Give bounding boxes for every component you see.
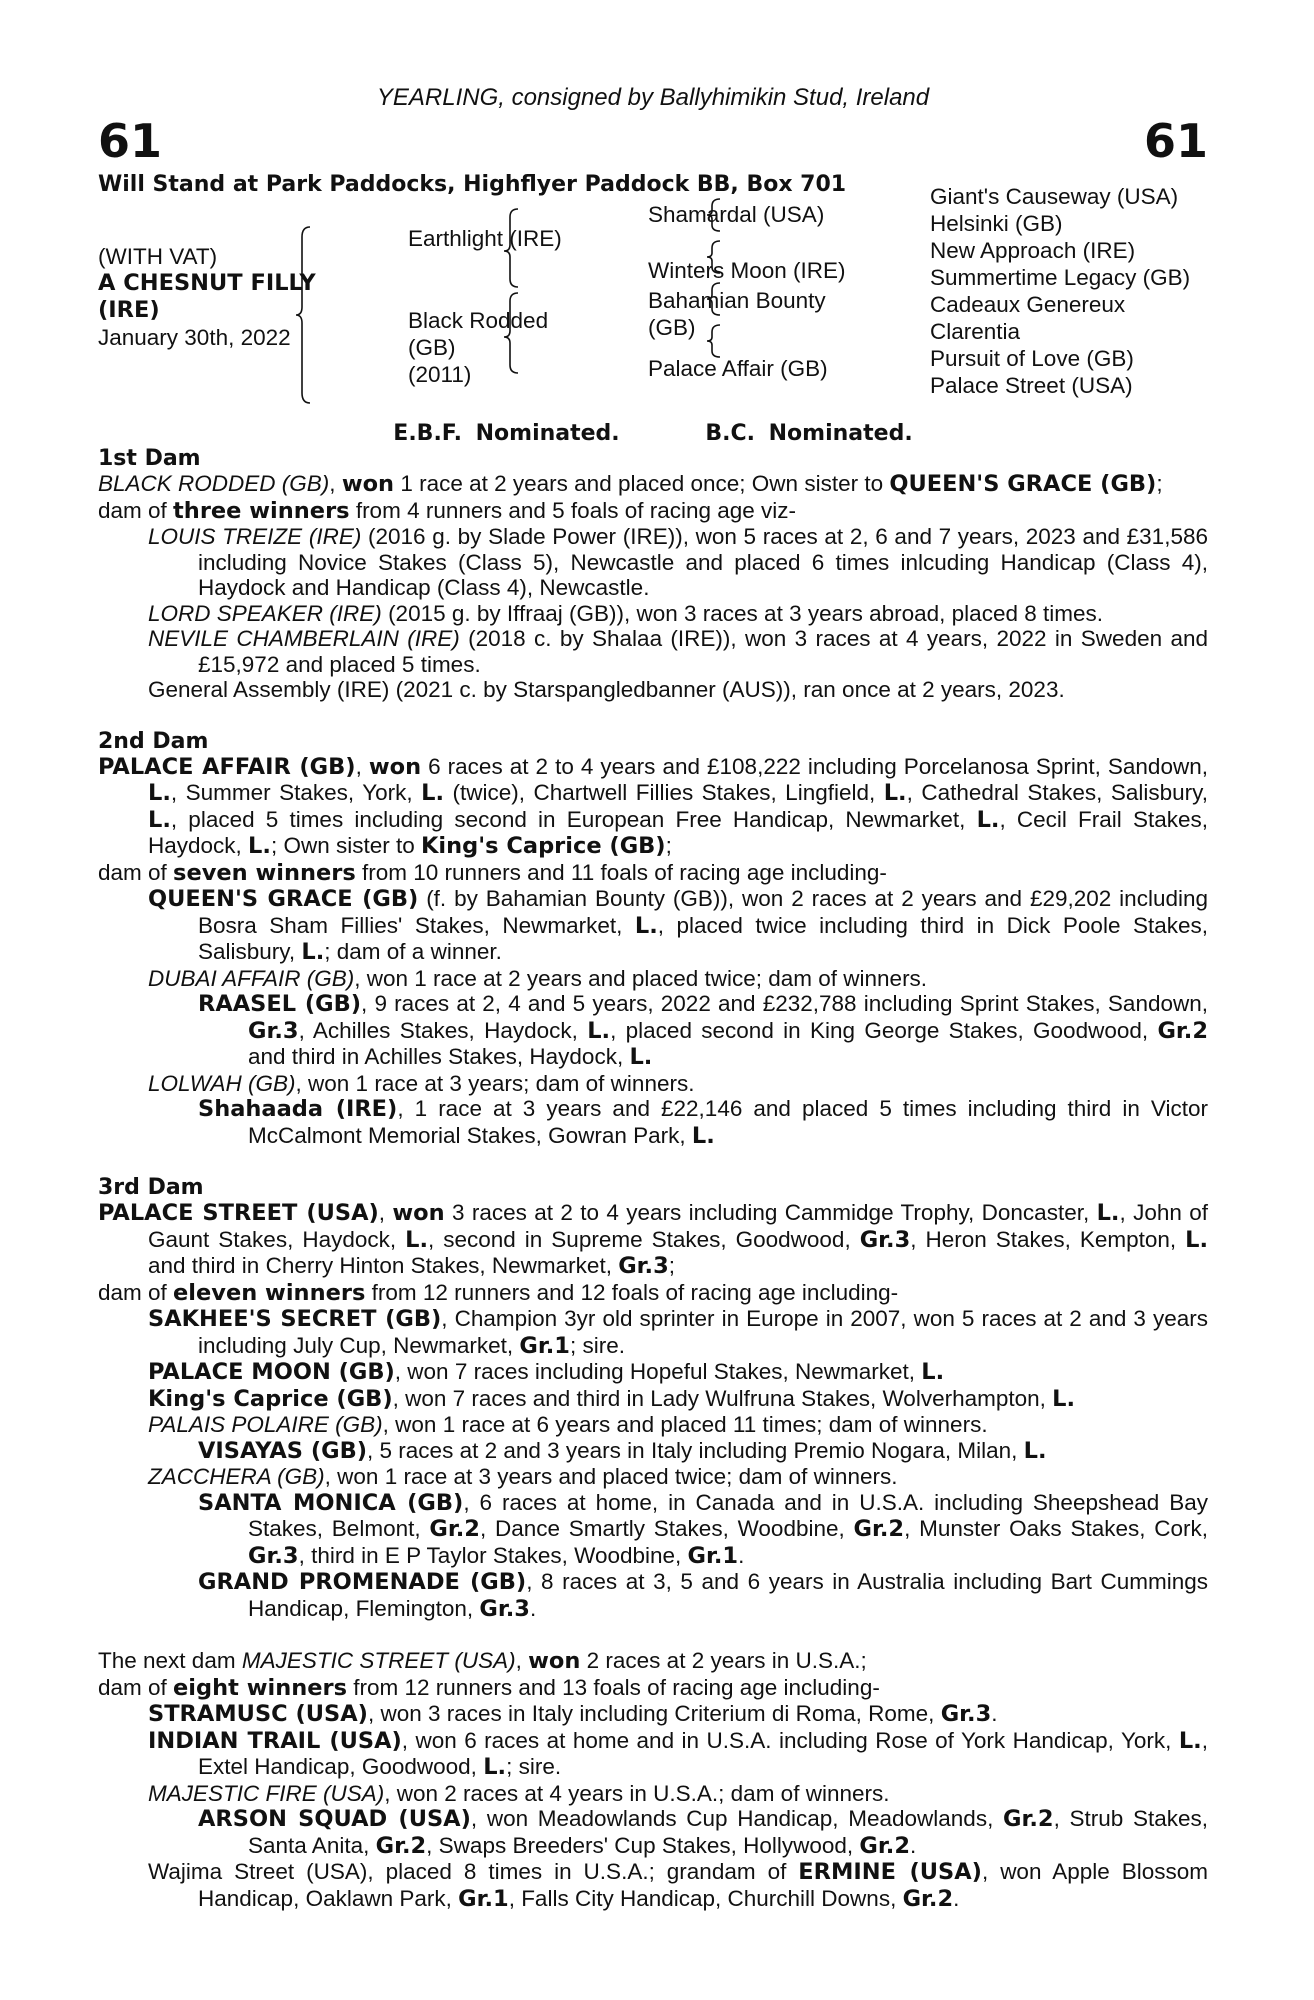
dam-sire-dam: Clarentia (930, 319, 1021, 344)
dam-sire-origin: (GB) (648, 315, 696, 340)
produce-entry: LOUIS TREIZE (IRE) (2016 g. by Slade Power (IRE)), won 5 races at 2, 6 and 7 years, 2023 and £31,586 including Novice Stakes (Class 5), Newcastle and placed 6 times inlcuding Handicap (Class 4), Haydock and Handicap (Class 4), Newcastle. (148, 524, 1208, 600)
produce-summary: dam of eight winners from 12 runners and 13 foals of racing age including- (98, 1674, 880, 1701)
produce-entry: King's Caprice (GB), won 7 races and third in Lady Wulfruna Stakes, Wolverhampton, L. (148, 1385, 1076, 1412)
sire-sire-sire: Giant's Causeway (USA) (930, 184, 1179, 209)
lot-number-left: 61 (98, 114, 163, 168)
dam-entry: PALACE STREET (USA), won 3 races at 2 to 4 years including Cammidge Trophy, Doncaster, L., John of Gaunt Stakes, Haydock, L., second in Supreme Stakes, Goodwood, Gr.3, Heron Stakes, Kempton, L. and third in Cherry Hinton Stakes, Newmarket, Gr.3; (98, 1200, 1209, 1279)
produce-entry: DUBAI AFFAIR (GB), won 1 race at 2 years and placed twice; dam of winners. (148, 965, 928, 991)
dam-entry: The next dam MAJESTIC STREET (USA), won 2 races at 2 years in U.S.A.; (98, 1648, 867, 1674)
dam-dam: Palace Affair (GB) (648, 356, 828, 381)
produce-entry: Wajima Street (USA), placed 8 times in U.S.A.; grandam of ERMINE (USA), won Apple Blossom Handicap, Oaklawn Park, Gr.1, Falls City Handicap, Churchill Downs, Gr.2. (148, 1859, 1208, 1912)
dam-sire-sire: Cadeaux Genereux (930, 292, 1126, 317)
produce-entry: MAJESTIC FIRE (USA), won 2 races at 4 years in U.S.A.; dam of winners. (148, 1780, 890, 1806)
catalogue-page (98, 78, 1208, 1912)
grandproduce-entry: ARSON SQUAD (USA), won Meadowlands Cup Handicap, Meadowlands, Gr.2, Strub Stakes, Santa Anita, Gr.2, Swaps Breeders' Cup Stakes, Hollywood, Gr.2. (198, 1806, 1209, 1859)
dam-dam-sire: Pursuit of Love (GB) (930, 346, 1134, 371)
dam: Black Rodded (408, 308, 549, 333)
produce-entry: QUEEN'S GRACE (GB) (f. by Bahamian Bounty (GB)), won 2 races at 2 years and £29,202 including Bosra Sham Fillies' Stakes, Newmarket, L., placed twice including third in Dick Poole Stakes, Salisbury, L.; dam of a winner. (148, 886, 1208, 965)
stand-location: Will Stand at Park Paddocks, Highflyer Paddock BB, Box 701 (98, 172, 847, 197)
produce-entry: PALAIS POLAIRE (GB), won 1 race at 6 years and placed 11 times; dam of winners. (148, 1412, 988, 1437)
sire-sire: Shamardal (USA) (648, 202, 825, 227)
section-heading: 1st Dam (98, 446, 201, 471)
next-dam-section (98, 1648, 1208, 1912)
sire-sire-dam: Helsinki (GB) (930, 211, 1063, 236)
dam-year: (2011) (408, 362, 472, 387)
produce-entry: General Assembly (IRE) (2021 c. by Starspangledbanner (AUS)), ran once at 2 years, 2023. (148, 677, 1065, 702)
grandproduce-entry: GRAND PROMENADE (GB), 8 races at 3, 5 and 6 years in Australia including Bart Cummings Handicap, Flemington, Gr.3. (198, 1569, 1209, 1622)
horse-name: A CHESNUT FILLY (98, 270, 316, 296)
sire-dam-dam: Summertime Legacy (GB) (930, 265, 1191, 290)
horse-name-origin: (IRE) (98, 297, 160, 323)
lot-number-right: 61 (1143, 114, 1208, 168)
produce-entry: LOLWAH (GB), won 1 race at 3 years; dam of winners. (148, 1070, 695, 1096)
produce-summary: dam of eleven winners from 12 runners and 12 foals of racing age including- (98, 1279, 899, 1306)
foaling-date: January 30th, 2022 (98, 325, 291, 350)
produce-entry: PALACE MOON (GB), won 7 races including Hopeful Stakes, Newmarket, L. (148, 1359, 945, 1385)
produce-entry: NEVILE CHAMBERLAIN (IRE) (2018 c. by Shalaa (IRE)), won 3 races at 4 years, 2022 in Sweden and £15,972 and placed 5 times. (148, 626, 1209, 677)
produce-entry: STRAMUSC (USA), won 3 races in Italy including Criterium di Roma, Rome, Gr.3. (148, 1701, 998, 1727)
grandproduce-entry: RAASEL (GB), 9 races at 2, 4 and 5 years, 2022 and £232,788 including Sprint Stakes, Sandown, Gr.3, Achilles Stakes, Haydock, L., placed second in King George Stakes, Goodwood, Gr.2 and third in Achilles Stakes, Haydock, L. (198, 991, 1208, 1070)
produce-entry: SAKHEE'S SECRET (GB), Champion 3yr old sprinter in Europe in 2007, won 5 races at 2 and 3 years including July Cup, Newmarket, Gr.1; sire. (148, 1306, 1209, 1359)
section-heading: 3rd Dam (98, 1175, 204, 1200)
dam-entry: PALACE AFFAIR (GB), won 6 races at 2 to 4 years and £108,222 including Porcelanosa Sprint, Sandown, L., Summer Stakes, York, L. (twice), Chartwell Fillies Stakes, Lingfield, L., Cathedral Stakes, Salisbury, L., placed 5 times including second in European Free Handicap, Newmarket, L., Cecil Frail Stakes, Haydock, L.; Own sister to King's Caprice (GB); (98, 753, 1208, 859)
produce-entry: ZACCHERA (GB), won 1 race at 3 years and placed twice; dam of winners. (148, 1464, 898, 1489)
dam-dam-dam: Palace Street (USA) (930, 373, 1133, 398)
consignment-line: YEARLING, consigned by Ballyhimikin Stud, Ireland (376, 84, 930, 111)
grandproduce-entry: VISAYAS (GB), 5 races at 2 and 3 years in Italy including Premio Nogara, Milan, L. (198, 1437, 1047, 1464)
bc-nomination: B.C. Nominated. (705, 421, 913, 446)
nominations (98, 421, 1208, 446)
produce-summary: dam of seven winners from 10 runners and 11 foals of racing age including- (98, 859, 887, 886)
ebf-nomination: E.B.F. Nominated. (393, 421, 620, 446)
vat-note: (WITH VAT) (98, 244, 218, 269)
produce-entry: LORD SPEAKER (IRE) (2015 g. by Iffraaj (GB)), won 3 races at 3 years abroad, placed 8 times. (148, 600, 1103, 626)
section-heading: 2nd Dam (98, 728, 209, 754)
second-dam-section (98, 729, 1208, 1150)
first-dam-section (98, 446, 1208, 703)
grandproduce-entry: Shahaada (IRE), 1 race at 3 years and £22,146 and placed 5 times including third in Victor McCalmont Memorial Stakes, Gowran Park, L. (198, 1096, 1208, 1149)
produce-entry: INDIAN TRAIL (USA), won 6 races at home and in U.S.A. including Rose of York Handicap, York, L., Extel Handicap, Goodwood, L.; sire. (148, 1727, 1208, 1780)
sire: Earthlight (IRE) (408, 226, 562, 251)
sire-dam: Winters Moon (IRE) (648, 258, 846, 283)
third-dam-section (98, 1175, 1208, 1622)
dam-origin: (GB) (408, 335, 456, 360)
sire-dam-sire: New Approach (IRE) (930, 238, 1136, 263)
dam-entry: BLACK RODDED (GB), won 1 race at 2 years and placed once; Own sister to QUEEN'S GRACE (GB); (98, 471, 1163, 497)
grandproduce-entry: SANTA MONICA (GB), 6 races at home, in Canada and in U.S.A. including Sheepshead Bay Stakes, Belmont, Gr.2, Dance Smartly Stakes, Woodbine, Gr.2, Munster Oaks Stakes, Cork, Gr.3, third in E P Taylor Stakes, Woodbine, Gr.1. (198, 1489, 1209, 1569)
produce-summary: dam of three winners from 4 runners and 5 foals of racing age viz- (98, 497, 797, 524)
page-header (98, 78, 1208, 168)
dam-sire: Bahamian Bounty (648, 288, 826, 313)
